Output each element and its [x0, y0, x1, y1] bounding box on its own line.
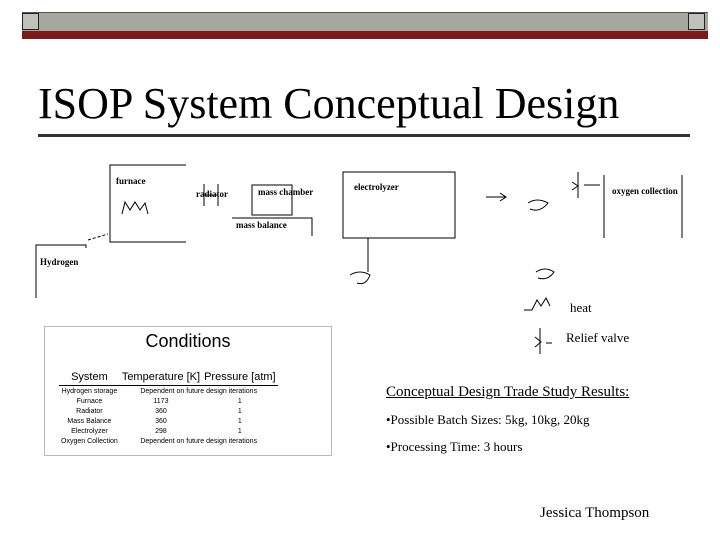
- table-row: [59, 386, 278, 397]
- results-heading: Conceptual Design Trade Study Results:: [386, 384, 630, 400]
- trade-study-results: [386, 384, 686, 455]
- system-cell: Mass Balance: [67, 417, 112, 425]
- hydrogen-line: [88, 234, 108, 240]
- pressure-cell: 1: [237, 417, 242, 425]
- system-cell: Furnace: [76, 397, 103, 405]
- conditions-table-panel: [44, 326, 332, 456]
- table-row: [59, 396, 278, 406]
- furnace-label: furnace: [116, 176, 146, 186]
- furnace-heat-symbol: [122, 202, 148, 214]
- column-header: Pressure [atm]: [202, 369, 278, 386]
- temperature-cell: 298: [155, 427, 167, 435]
- pressure-cell: 1: [237, 397, 242, 405]
- legend-heat: heat: [570, 300, 592, 315]
- temperature-cell: 360: [155, 417, 167, 425]
- system-cell: Radiator: [76, 407, 103, 415]
- author-name: Jessica Thompson: [540, 505, 650, 521]
- results-item: •Processing Time: 3 hours: [386, 439, 523, 454]
- hydrogen-label: Hydrogen: [40, 257, 79, 267]
- merged-cell: Dependent on future design iterations: [140, 387, 258, 395]
- table-row: [59, 426, 278, 436]
- oxygen-relief-mark: [572, 182, 578, 190]
- table-row: [59, 416, 278, 426]
- radiator-label: radiator: [196, 189, 228, 199]
- mass-chamber-label: mass chamber: [258, 187, 314, 197]
- electrolyzer-valve: [350, 272, 370, 284]
- heat-icon: [524, 298, 550, 310]
- hydrogen-box: [36, 245, 86, 298]
- temperature-cell: 1173: [153, 397, 169, 405]
- conditions-title: Conditions: [145, 331, 231, 351]
- temperature-cell: 360: [155, 407, 167, 415]
- column-header: System: [59, 369, 120, 386]
- conditions-table: [59, 369, 278, 446]
- electrolyzer-label: electrolyzer: [354, 182, 399, 192]
- slide-title: ISOP System Conceptual Design: [38, 79, 620, 128]
- legend-valve-icon: [536, 269, 554, 279]
- results-item: •Possible Batch Sizes: 5kg, 10kg, 20kg: [386, 412, 590, 427]
- system-cell: Hydrogen storage: [61, 387, 118, 395]
- system-cell: Electrolyzer: [71, 427, 108, 435]
- system-cell: Oxygen Collection: [61, 437, 118, 445]
- mass-balance-label: mass balance: [236, 220, 287, 230]
- merged-cell: Dependent on future design iterations: [140, 437, 258, 445]
- table-header-row: [59, 369, 278, 386]
- pressure-cell: 1: [237, 427, 242, 435]
- oxygen-collection-label: oxygen collection: [612, 186, 678, 196]
- legend-relief-valve: Relief valve: [566, 330, 630, 345]
- oxygen-valve: [528, 200, 548, 210]
- table-row: [59, 436, 278, 446]
- table-row: [59, 406, 278, 416]
- pressure-cell: 1: [237, 407, 242, 415]
- column-header: Temperature [K]: [120, 369, 202, 386]
